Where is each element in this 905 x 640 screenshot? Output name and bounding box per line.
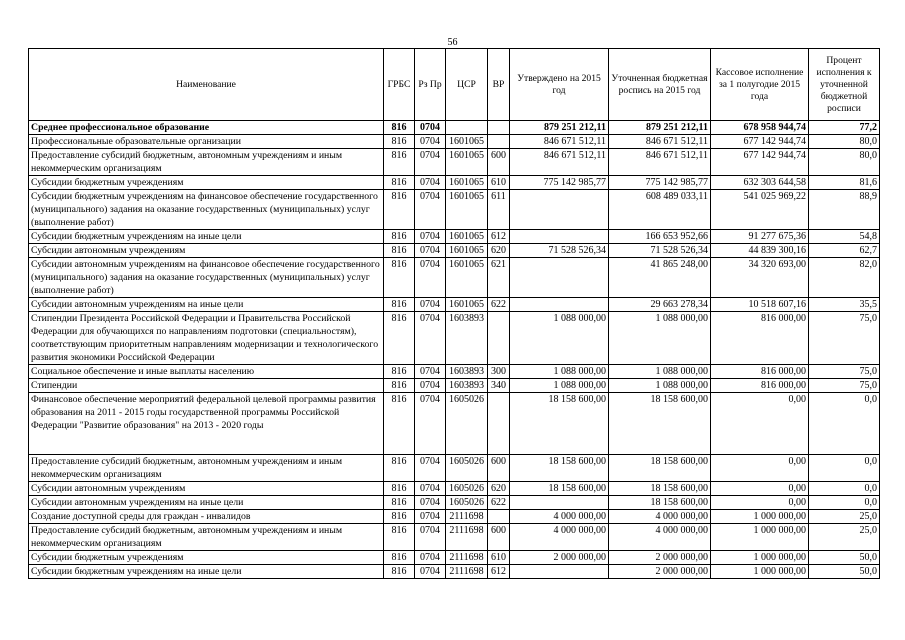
cell-grbs: 816: [384, 496, 415, 510]
cell-vr: 600: [488, 455, 510, 482]
cell-name: Предоставление субсидий бюджетным, автономным учреждениям и иным некоммерческим организациям: [29, 524, 384, 551]
cell-refined: 1 088 000,00: [609, 312, 711, 365]
cell-name: Субсидии автономным учреждениям на финансовое обеспечение государственного (муниципального) задания на оказание государственных (муниципальных) услуг (выполнение работ): [29, 258, 384, 298]
cell-cash: 678 958 944,74: [711, 121, 809, 135]
cell-percent: 50,0: [809, 551, 880, 565]
cell-cash: 0,00: [711, 496, 809, 510]
cell-approved: [510, 298, 609, 312]
cell-grbs: 816: [384, 510, 415, 524]
cell-refined: 1 088 000,00: [609, 379, 711, 393]
cell-cash: 0,00: [711, 482, 809, 496]
table-body: [29, 121, 880, 579]
cell-cash: 677 142 944,74: [711, 149, 809, 176]
cell-grbs: 816: [384, 565, 415, 579]
cell-grbs: 816: [384, 524, 415, 551]
cell-refined: 4 000 000,00: [609, 510, 711, 524]
cell-grbs: 816: [384, 379, 415, 393]
cell-csr: 1601065: [446, 298, 488, 312]
cell-cash: 44 839 300,16: [711, 244, 809, 258]
cell-name: Субсидии автономным учреждениям на иные цели: [29, 298, 384, 312]
cell-refined: 4 000 000,00: [609, 524, 711, 551]
cell-vr: 622: [488, 298, 510, 312]
table-row: [29, 230, 880, 244]
cell-rzpr: 0704: [415, 149, 446, 176]
cell-csr: 1603893: [446, 312, 488, 365]
cell-grbs: 816: [384, 176, 415, 190]
cell-vr: 612: [488, 230, 510, 244]
table-row: [29, 176, 880, 190]
table-row: [29, 258, 880, 298]
cell-rzpr: 0704: [415, 524, 446, 551]
table-row: [29, 393, 880, 455]
table-row: [29, 135, 880, 149]
cell-cash: 0,00: [711, 455, 809, 482]
cell-vr: 340: [488, 379, 510, 393]
cell-name: Финансовое обеспечение мероприятий федеральной целевой программы развития образования на 2011 - 2015 годы государственной программы Российской Федерации "Развитие образования" на 2013 - 2020 годы: [29, 393, 384, 455]
cell-rzpr: 0704: [415, 298, 446, 312]
cell-refined: 166 653 952,66: [609, 230, 711, 244]
cell-vr: 620: [488, 482, 510, 496]
cell-refined: 18 158 600,00: [609, 393, 711, 455]
cell-name: Стипендии Президента Российской Федерации и Правительства Российской Федерации для обучающихся по направлениям подготовки (специальностям), соответствующим приоритетным направлениям модернизации и технологического развития экономики Российской Федерации: [29, 312, 384, 365]
cell-csr: 1601065: [446, 244, 488, 258]
cell-rzpr: 0704: [415, 565, 446, 579]
table-row: [29, 524, 880, 551]
cell-rzpr: 0704: [415, 244, 446, 258]
cell-percent: 80,0: [809, 149, 880, 176]
table-row: [29, 565, 880, 579]
cell-csr: 2111698: [446, 565, 488, 579]
cell-vr: 612: [488, 565, 510, 579]
cell-refined: 846 671 512,11: [609, 149, 711, 176]
cell-percent: 75,0: [809, 312, 880, 365]
cell-cash: 541 025 969,22: [711, 190, 809, 230]
cell-approved: 18 158 600,00: [510, 455, 609, 482]
cell-rzpr: 0704: [415, 496, 446, 510]
cell-approved: 775 142 985,77: [510, 176, 609, 190]
cell-cash: 816 000,00: [711, 379, 809, 393]
cell-csr: 1605026: [446, 393, 488, 455]
cell-cash: 10 518 607,16: [711, 298, 809, 312]
cell-csr: 1601065: [446, 190, 488, 230]
cell-refined: 879 251 212,11: [609, 121, 711, 135]
cell-vr: 300: [488, 365, 510, 379]
cell-vr: 610: [488, 551, 510, 565]
cell-approved: 846 671 512,11: [510, 149, 609, 176]
cell-rzpr: 0704: [415, 230, 446, 244]
cell-csr: 1605026: [446, 482, 488, 496]
cell-approved: [510, 258, 609, 298]
cell-csr: [446, 121, 488, 135]
cell-rzpr: 0704: [415, 121, 446, 135]
cell-csr: 2111698: [446, 510, 488, 524]
cell-name: Предоставление субсидий бюджетным, автономным учреждениям и иным некоммерческим организациям: [29, 149, 384, 176]
cell-grbs: 816: [384, 190, 415, 230]
cell-refined: 41 865 248,00: [609, 258, 711, 298]
cell-grbs: 816: [384, 365, 415, 379]
cell-cash: 1 000 000,00: [711, 551, 809, 565]
cell-refined: 18 158 600,00: [609, 455, 711, 482]
cell-percent: 62,7: [809, 244, 880, 258]
table-row: [29, 190, 880, 230]
cell-approved: 71 528 526,34: [510, 244, 609, 258]
header-vr: ВР: [488, 49, 510, 121]
cell-refined: 2 000 000,00: [609, 565, 711, 579]
cell-grbs: 816: [384, 244, 415, 258]
cell-vr: 600: [488, 524, 510, 551]
cell-vr: [488, 510, 510, 524]
page-number: 56: [447, 37, 458, 48]
cell-csr: 1603893: [446, 365, 488, 379]
cell-csr: 1601065: [446, 258, 488, 298]
cell-percent: 50,0: [809, 565, 880, 579]
table-row: [29, 149, 880, 176]
header-rzpr: Рз Пр: [415, 49, 446, 121]
cell-csr: 1601065: [446, 149, 488, 176]
cell-csr: 1601065: [446, 135, 488, 149]
cell-approved: 879 251 212,11: [510, 121, 609, 135]
cell-approved: 846 671 512,11: [510, 135, 609, 149]
cell-cash: 1 000 000,00: [711, 524, 809, 551]
cell-percent: 25,0: [809, 524, 880, 551]
cell-vr: 610: [488, 176, 510, 190]
cell-rzpr: 0704: [415, 393, 446, 455]
header-approved: Утверждено на 2015 год: [510, 49, 609, 121]
header-name: Наименование: [29, 49, 384, 121]
cell-grbs: 816: [384, 149, 415, 176]
cell-csr: 2111698: [446, 524, 488, 551]
cell-grbs: 816: [384, 393, 415, 455]
cell-name: Субсидии автономным учреждениям: [29, 482, 384, 496]
cell-percent: 35,5: [809, 298, 880, 312]
cell-name: Стипендии: [29, 379, 384, 393]
cell-grbs: 816: [384, 298, 415, 312]
cell-refined: 71 528 526,34: [609, 244, 711, 258]
cell-cash: 1 000 000,00: [711, 510, 809, 524]
table-row: [29, 510, 880, 524]
cell-percent: 75,0: [809, 379, 880, 393]
header-row: [29, 49, 880, 121]
cell-percent: 80,0: [809, 135, 880, 149]
table-row: [29, 455, 880, 482]
cell-cash: 816 000,00: [711, 365, 809, 379]
cell-rzpr: 0704: [415, 176, 446, 190]
cell-percent: 0,0: [809, 455, 880, 482]
cell-vr: [488, 135, 510, 149]
cell-rzpr: 0704: [415, 455, 446, 482]
cell-refined: 2 000 000,00: [609, 551, 711, 565]
cell-approved: [510, 190, 609, 230]
cell-csr: 1603893: [446, 379, 488, 393]
cell-refined: 846 671 512,11: [609, 135, 711, 149]
cell-vr: 621: [488, 258, 510, 298]
header-grbs: ГРБС: [384, 49, 415, 121]
cell-cash: 816 000,00: [711, 312, 809, 365]
cell-percent: 54,8: [809, 230, 880, 244]
table-row: [29, 551, 880, 565]
cell-grbs: 816: [384, 258, 415, 298]
cell-grbs: 816: [384, 482, 415, 496]
table-row: [29, 496, 880, 510]
cell-rzpr: 0704: [415, 258, 446, 298]
budget-execution-table: [28, 48, 880, 579]
cell-grbs: 816: [384, 230, 415, 244]
cell-name: Среднее профессиональное образование: [29, 121, 384, 135]
cell-refined: 18 158 600,00: [609, 496, 711, 510]
cell-approved: [510, 496, 609, 510]
cell-approved: 1 088 000,00: [510, 312, 609, 365]
cell-name: Субсидии бюджетным учреждениям: [29, 551, 384, 565]
table-row: [29, 121, 880, 135]
cell-name: Предоставление субсидий бюджетным, автономным учреждениям и иным некоммерческим организациям: [29, 455, 384, 482]
cell-name: Субсидии бюджетным учреждениям на финансовое обеспечение государственного (муниципального) задания на оказание государственных (муниципальных) услуг (выполнение работ): [29, 190, 384, 230]
cell-name: Создание доступной среды для граждан - инвалидов: [29, 510, 384, 524]
cell-approved: 2 000 000,00: [510, 551, 609, 565]
cell-approved: 4 000 000,00: [510, 510, 609, 524]
cell-csr: 1601065: [446, 176, 488, 190]
cell-rzpr: 0704: [415, 365, 446, 379]
cell-vr: 620: [488, 244, 510, 258]
cell-approved: 1 088 000,00: [510, 379, 609, 393]
cell-csr: 1605026: [446, 496, 488, 510]
cell-refined: 29 663 278,34: [609, 298, 711, 312]
cell-refined: 608 489 033,11: [609, 190, 711, 230]
cell-approved: 18 158 600,00: [510, 393, 609, 455]
table-row: [29, 379, 880, 393]
table-row: [29, 482, 880, 496]
table-row: [29, 298, 880, 312]
header-percent: Процент исполнения к уточненной бюджетной росписи: [809, 49, 880, 121]
header-csr: ЦСР: [446, 49, 488, 121]
cell-csr: 1605026: [446, 455, 488, 482]
cell-vr: 611: [488, 190, 510, 230]
cell-percent: 75,0: [809, 365, 880, 379]
cell-percent: 82,0: [809, 258, 880, 298]
cell-name: Субсидии автономным учреждениям: [29, 244, 384, 258]
cell-percent: 0,0: [809, 482, 880, 496]
cell-name: Субсидии бюджетным учреждениям: [29, 176, 384, 190]
cell-vr: [488, 121, 510, 135]
cell-refined: 775 142 985,77: [609, 176, 711, 190]
cell-cash: 677 142 944,74: [711, 135, 809, 149]
cell-rzpr: 0704: [415, 482, 446, 496]
cell-vr: 622: [488, 496, 510, 510]
cell-percent: 88,9: [809, 190, 880, 230]
cell-vr: [488, 312, 510, 365]
table-row: [29, 244, 880, 258]
header-refined: Уточненная бюджетная роспись на 2015 год: [609, 49, 711, 121]
cell-cash: 91 277 675,36: [711, 230, 809, 244]
cell-percent: 25,0: [809, 510, 880, 524]
cell-grbs: 816: [384, 121, 415, 135]
cell-rzpr: 0704: [415, 551, 446, 565]
cell-rzpr: 0704: [415, 510, 446, 524]
cell-approved: [510, 230, 609, 244]
cell-csr: 1601065: [446, 230, 488, 244]
cell-name: Субсидии бюджетным учреждениям на иные цели: [29, 230, 384, 244]
cell-name: Профессиональные образовательные организации: [29, 135, 384, 149]
cell-approved: 1 088 000,00: [510, 365, 609, 379]
cell-percent: 81,6: [809, 176, 880, 190]
cell-csr: 2111698: [446, 551, 488, 565]
cell-cash: 0,00: [711, 393, 809, 455]
cell-name: Социальное обеспечение и иные выплаты населению: [29, 365, 384, 379]
cell-percent: 0,0: [809, 496, 880, 510]
cell-rzpr: 0704: [415, 135, 446, 149]
cell-grbs: 816: [384, 551, 415, 565]
cell-approved: [510, 565, 609, 579]
table-row: [29, 312, 880, 365]
cell-refined: 1 088 000,00: [609, 365, 711, 379]
cell-approved: 18 158 600,00: [510, 482, 609, 496]
header-cash: Кассовое исполнение за 1 полугодие 2015 года: [711, 49, 809, 121]
cell-refined: 18 158 600,00: [609, 482, 711, 496]
cell-percent: 0,0: [809, 393, 880, 455]
cell-cash: 1 000 000,00: [711, 565, 809, 579]
cell-percent: 77,2: [809, 121, 880, 135]
cell-rzpr: 0704: [415, 312, 446, 365]
cell-cash: 632 303 644,58: [711, 176, 809, 190]
cell-grbs: 816: [384, 135, 415, 149]
cell-rzpr: 0704: [415, 190, 446, 230]
cell-vr: [488, 393, 510, 455]
cell-grbs: 816: [384, 312, 415, 365]
cell-name: Субсидии автономным учреждениям на иные цели: [29, 496, 384, 510]
cell-rzpr: 0704: [415, 379, 446, 393]
cell-vr: 600: [488, 149, 510, 176]
cell-name: Субсидии бюджетным учреждениям на иные цели: [29, 565, 384, 579]
cell-grbs: 816: [384, 455, 415, 482]
cell-cash: 34 320 693,00: [711, 258, 809, 298]
table-row: [29, 365, 880, 379]
cell-approved: 4 000 000,00: [510, 524, 609, 551]
